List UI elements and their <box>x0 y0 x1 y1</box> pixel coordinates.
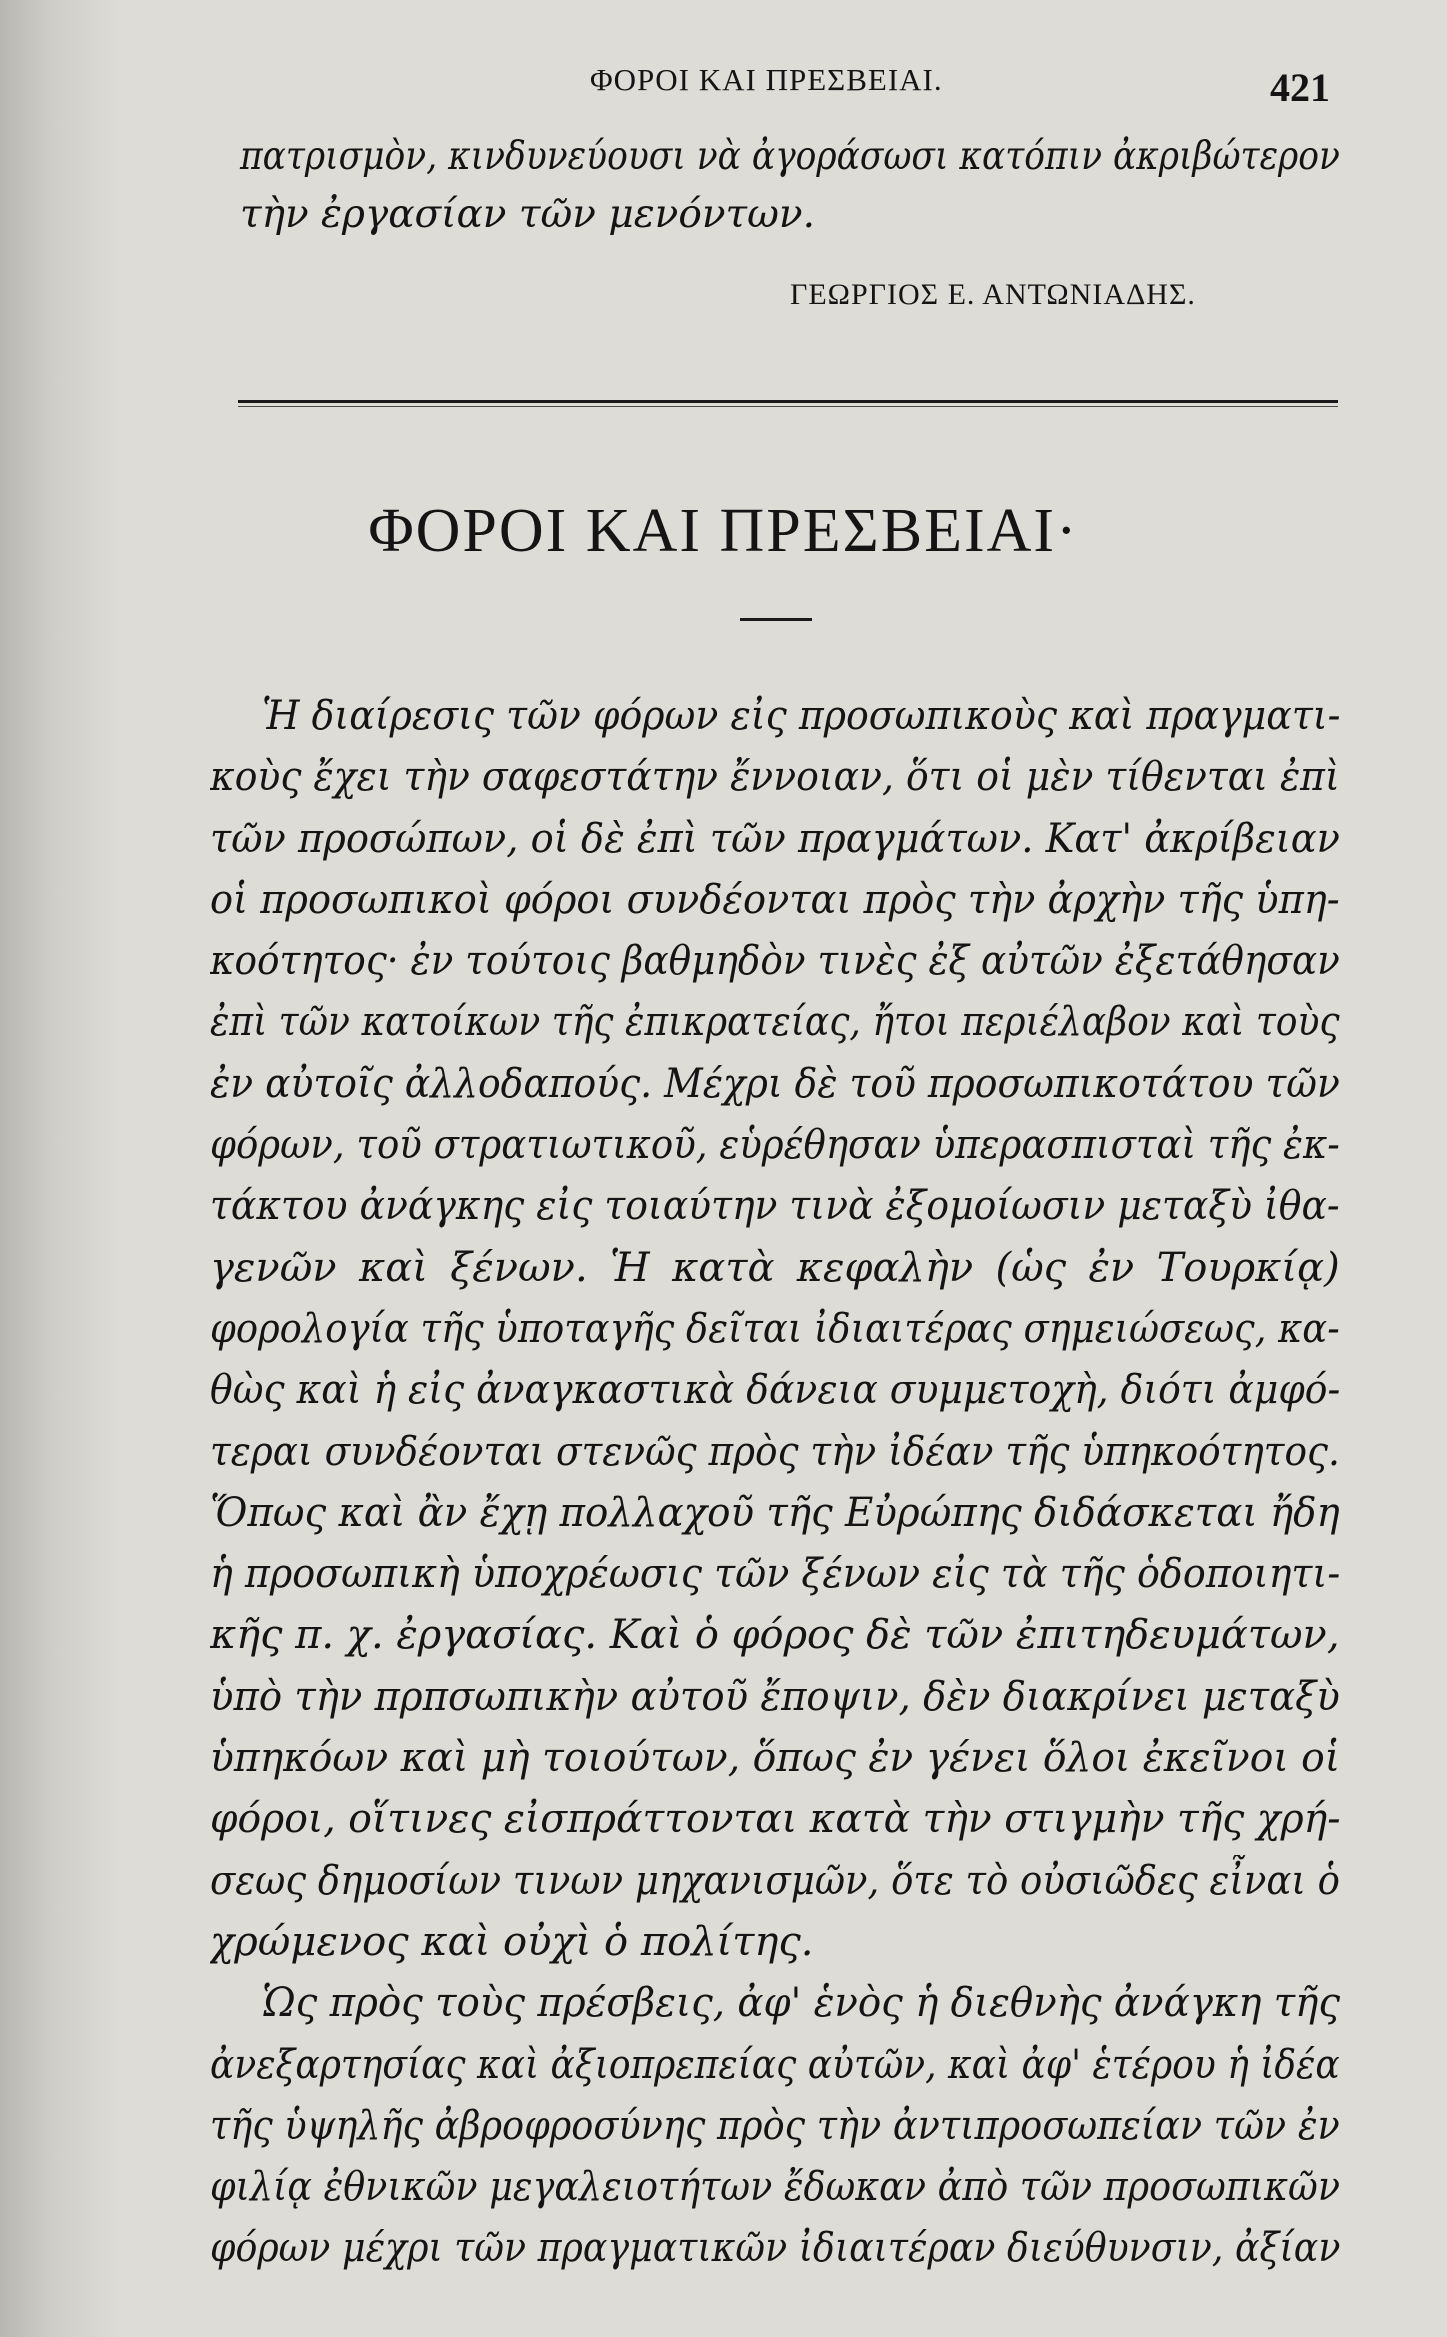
previous-article-ending <box>240 128 1340 244</box>
text-line: κοὺς ἔχει τὴν σαφεστάτην ἔννοιαν, ὅτι οἱ μὲν τίθενται ἐπὶ <box>210 754 1340 801</box>
page-number: 421 <box>1270 65 1330 110</box>
text-line: οἱ προσωπικοὶ φόροι συνδέονται πρὸς τὴν ἀρχὴν τῆς ὑπη- <box>210 876 1340 923</box>
text-line: γενῶν καὶ ξένων. Ἡ κατὰ κεφαλὴν (ὡς ἐν Τουρκίᾳ) <box>210 1244 1340 1291</box>
text-line: πατρισμὸν, κινδυνεύουσι νὰ ἀγοράσωσι κατόπιν ἀκριβώτερον <box>240 134 1340 179</box>
text-line: φόρων μέχρι τῶν πραγματικῶν ἰδιαιτέραν διεύθυνσιν, ἀξίαν <box>210 2225 1340 2272</box>
text-line: ὑπὸ τὴν πρπσωπικὴν αὐτοῦ ἔποψιν, δὲν διακρίνει μεταξὺ <box>210 1673 1340 1720</box>
text-line: φόρων, τοῦ στρατιωτικοῦ, εὑρέθησαν ὑπερασπισταὶ τῆς ἐκ- <box>210 1122 1340 1169</box>
text-line: φορολογία τῆς ὑποταγῆς δεῖται ἰδιαιτέρας σημειώσεως, κα- <box>210 1305 1340 1352</box>
text-line: Ὡς πρὸς τοὺς πρέσβεις, ἀφ' ἑνὸς ἡ διεθνὴς ἀνάγκη τῆς <box>262 1980 1340 2027</box>
running-header: ΦΟΡΟΙ ΚΑΙ ΠΡΕΣΒΕΙΑΙ. <box>590 62 943 97</box>
text-line: κοότητος· ἐν τούτοις βαθμηδὸν τινὲς ἐξ αὐτῶν ἐξετάθησαν <box>210 938 1340 985</box>
text-line: ἀνεξαρτησίας καὶ ἀξιοπρεπείας αὐτῶν, καὶ ἀφ' ἑτέρου ἡ ἰδέα <box>210 2041 1340 2088</box>
text-line: ὑπηκόων καὶ μὴ τοιούτων, ὅπως ἐν γένει ὅλοι ἐκεῖνοι οἱ <box>210 1735 1340 1782</box>
article-body <box>210 686 1340 2280</box>
title-underline-rule <box>740 618 812 621</box>
text-line: τῆς ὑψηλῆς ἀβροφροσύνης πρὸς τὴν ἀντιπροσωπείαν τῶν ἐν <box>210 2102 1340 2149</box>
text-line: ἐπὶ τῶν κατοίκων τῆς ἐπικρατείας, ἤτοι περιέλαβον καὶ τοὺς <box>210 999 1340 1046</box>
text-line: ἡ προσωπικὴ ὑποχρέωσις τῶν ξένων εἰς τὰ τῆς ὁδοποιητι- <box>210 1551 1340 1598</box>
text-line: φόροι, οἵτινες εἰσπράττονται κατὰ τὴν στιγμὴν τῆς χρή- <box>210 1796 1340 1843</box>
text-line: τεραι συνδέονται στενῶς πρὸς τὴν ἰδέαν τῆς ὑπηκοότητος. <box>210 1428 1340 1475</box>
article-title: ΦΟΡΟΙ ΚΑΙ ΠΡΕΣΒΕΙΑΙ· <box>368 497 1079 565</box>
text-line: τῶν προσώπων, οἱ δὲ ἐπὶ τῶν πραγμάτων. Κατ' ἀκρίβειαν <box>210 815 1340 862</box>
text-line: φιλίᾳ ἐθνικῶν μεγαλειοτήτων ἔδωκαν ἀπὸ τῶν προσωπικῶν <box>210 2164 1340 2211</box>
text-line: Ὅπως καὶ ἂν ἔχῃ πολλαχοῦ τῆς Εὐρώπης διδάσκεται ἤδη <box>210 1489 1340 1536</box>
text-line: Ἡ διαίρεσις τῶν φόρων εἰς προσωπικοὺς καὶ πραγματι- <box>262 693 1340 739</box>
text-line: σεως δημοσίων τινων μηχανισμῶν, ὅτε τὸ οὐσιῶδες εἶναι ὁ <box>210 1857 1340 1904</box>
section-divider <box>238 400 1338 403</box>
author-signature: ΓΕΩΡΓΙΟΣ Ε. ΑΝΤΩΝΙΑΔΗΣ. <box>790 278 1196 311</box>
page-gutter-shadow <box>0 0 120 2337</box>
text-line: θὼς καὶ ἡ εἰς ἀναγκαστικὰ δάνεια συμμετοχὴ, διότι ἀμφό- <box>210 1367 1340 1414</box>
text-line: χρώμενος καὶ οὐχὶ ὁ πολίτης. <box>210 1918 814 1965</box>
text-line: τὴν ἐργασίαν τῶν μενόντων. <box>240 192 816 237</box>
section-divider-thin <box>238 406 1338 407</box>
text-line: κῆς π. χ. ἐργασίας. Καὶ ὁ φόρος δὲ τῶν ἐπιτηδευμάτων, <box>210 1612 1340 1659</box>
text-line: τάκτου ἀνάγκης εἰς τοιαύτην τινὰ ἐξομοίωσιν μεταξὺ ἰθα- <box>210 1183 1340 1230</box>
text-line: ἐν αὐτοῖς ἀλλοδαπούς. Μέχρι δὲ τοῦ προσωπικοτάτου τῶν <box>210 1060 1340 1107</box>
